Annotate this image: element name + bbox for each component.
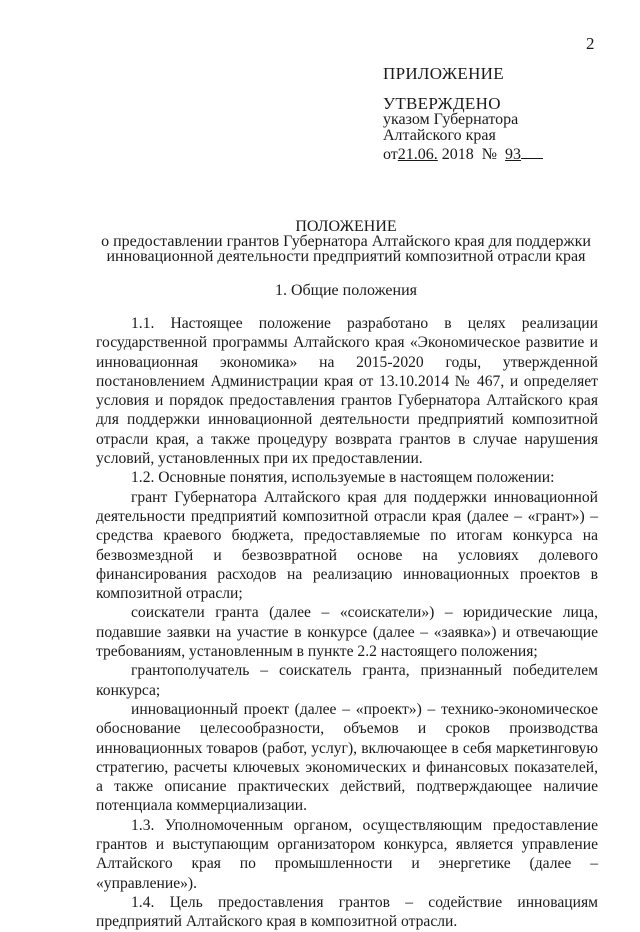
definition-project: инновационный проект (далее – «проект») – технико-экономическое обоснование целесообразности, объемов и сроков производства инновационных товаров (работ, услуг), включающее в себя маркетинговую стратегию, расчеты ключевых экономических и финансовых показателей, а также описание практических действий, подтверждающее наличие потенциала коммерциализации.	[96, 700, 598, 815]
definition-applicants: соискатели гранта (далее – «соискатели») – юридические лица, подавшие заявки на участие в конкурсе (далее – «заявка») и отвечающие требованиям, установленным в пункте 2.2 настоящего положения;	[96, 604, 598, 661]
paragraph-1-1: 1.1. Настоящее положение разработано в целях реализации государственной программы Алтайского края «Экономическое развитие и инновационная экономика» на 2015-2020 годы, утвержденной постановлением Администрации края от 13.10.2014 № 467, и определяет условия и порядок предоставления грантов Губернатора Алтайского края для поддержки инновационной деятельности предприятий композитной отрасли края, а также процедуру возврата грантов в случае нарушения условий, установленных при их предоставлении.	[96, 315, 598, 468]
definition-recipient: грантополучатель – соискатель гранта, признанный победителем конкурса;	[96, 662, 598, 699]
page-number: 2	[586, 34, 595, 53]
paragraph-1-2: 1.2. Основные понятия, используемые в настоящем положении:	[131, 469, 555, 487]
decree-date: 21.06.	[397, 146, 438, 163]
paragraph-1-4: 1.4. Цель предоставления грантов – содействие инновациям предприятий Алтайского края в композитной отрасли.	[96, 893, 598, 931]
section-heading: 1. Общие положения	[274, 282, 418, 299]
paragraph-1-3: 1.3. Уполномоченным органом, осуществляющим предоставление грантов и выступающим организатором конкурса, является управление Алтайского края по промышленности и энергетике (далее – «управление»).	[96, 816, 598, 892]
appendix-block	[383, 66, 543, 163]
number-underline	[521, 144, 543, 159]
document-title: ПОЛОЖЕНИЕ	[295, 218, 397, 235]
document-subtitle-line-1: о предоставлении грантов Губернатора Алтайского края для поддержки	[101, 233, 591, 250]
decree-date-line	[383, 144, 543, 163]
date-prefix: от	[383, 146, 398, 163]
definition-grant: грант Губернатора Алтайского края для поддержки инновационной деятельности предприятий композитной отрасли края (далее – «грант») – средства краевого бюджета, предоставляемые по итогам конкурса на безвозмездной и безвозвратной основе на условиях долевого финансирования расходов на реализацию инновационных проектов в композитной отрасли;	[96, 488, 598, 603]
approved-region: Алтайского края	[383, 127, 496, 144]
document-subtitle-line-2: инновационной деятельности предприятий композитной отрасли края	[106, 248, 586, 265]
approved-by: указом Губернатора	[383, 111, 519, 128]
appendix-heading: ПРИЛОЖЕНИЕ	[383, 64, 504, 83]
decree-year: 2018 №	[437, 146, 506, 163]
document-title-block	[96, 219, 596, 264]
document-body	[96, 314, 598, 932]
decree-number: 93	[505, 146, 522, 163]
approved-label: УТВЕРЖДЕНО	[383, 94, 501, 113]
